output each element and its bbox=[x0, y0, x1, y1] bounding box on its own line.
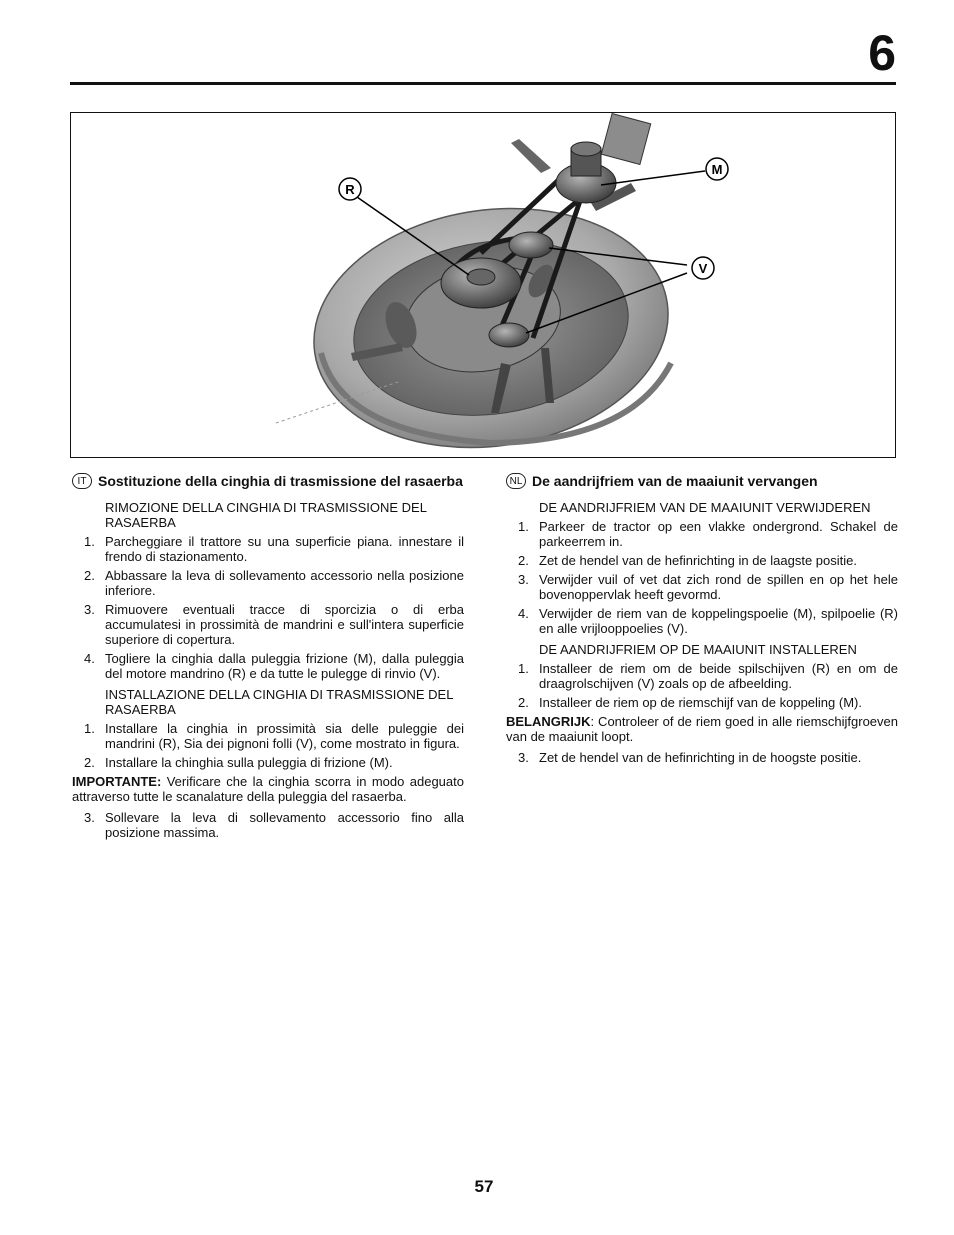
list-item: 2. Abbassare la leva di sollevamento accessorio nella posizione inferiore. bbox=[84, 568, 464, 598]
list-item: 1. Parcheggiare il trattore su una superficie piana. innestare il frendo di stazionamento. bbox=[84, 534, 464, 564]
chapter-number: 6 bbox=[868, 25, 896, 81]
lift-bracket-plate bbox=[601, 114, 651, 165]
it-language-badge: IT bbox=[72, 473, 92, 489]
list-item: 2. Installare la chinghia sulla puleggia di frizione (M). bbox=[84, 755, 393, 770]
leader-line-m bbox=[601, 171, 705, 185]
list-item: 1. Installeer de riem om de beide spilschijven (R) en om de draagrolschijven (V) zoals op de afbeelding. bbox=[518, 661, 898, 691]
nl-final-steps bbox=[506, 750, 898, 765]
header-rule bbox=[70, 82, 896, 85]
nl-title-text: De aandrijfriem van de maaiunit vervangen bbox=[532, 473, 818, 489]
nl-install-heading: DE AANDRIJFRIEM OP DE MAAIUNIT INSTALLEREN bbox=[539, 642, 857, 657]
list-item: 3. Zet de hendel van de hefinrichting in de hoogste positie. bbox=[518, 750, 862, 765]
dutch-column bbox=[506, 472, 898, 769]
list-item: 3. Rimuovere eventuali tracce di sporcizia o di erba accumulatesi in prossimità de mandrini e sull'intera superficie superiore di copertura. bbox=[84, 602, 464, 647]
mower-deck-illustration bbox=[71, 113, 896, 458]
list-item: 2. Zet de hendel van de hefinrichting in de laagste positie. bbox=[518, 553, 857, 568]
nl-important-note: BELANGRIJK: Controleer of de riem goed in alle riemschijfgroeven van de maaiunit loopt. bbox=[506, 714, 898, 744]
callout-r-label: R bbox=[345, 182, 355, 197]
list-item: 3. Verwijder vuil of vet dat zich rond de spillen en op het hele bovenoppervlak heeft gevormd. bbox=[518, 572, 898, 602]
list-item: 2. Installeer de riem op de riemschijf van de koppeling (M). bbox=[518, 695, 862, 710]
nl-section-title bbox=[506, 472, 898, 490]
list-item: 4. Togliere la cinghia dalla puleggia frizione (M), dalla puleggia del motore mandrino (R) e da tutte le pulegge di rinvio (V). bbox=[84, 651, 464, 681]
lift-bracket bbox=[511, 139, 551, 173]
idler-pulley-v bbox=[509, 232, 553, 258]
it-install-steps bbox=[72, 721, 464, 770]
nl-language-badge: NL bbox=[506, 473, 526, 489]
it-final-steps bbox=[72, 810, 464, 840]
nl-removal-heading: DE AANDRIJFRIEM VAN DE MAAIUNIT VERWIJDEREN bbox=[539, 500, 871, 515]
it-title-text: Sostituzione della cinghia di trasmissione del rasaerba bbox=[98, 473, 463, 489]
it-important-note: IMPORTANTE: Verificare che la cinghia scorra in modo adeguato attraverso tutte le scanalature della puleggia del rasaerba. bbox=[72, 774, 464, 804]
list-item: 1. Parkeer de tractor op een vlakke ondergrond. Schakel de parkeerrem in. bbox=[518, 519, 898, 549]
mower-deck-figure bbox=[70, 112, 896, 458]
spindle-pulley-r-hub bbox=[467, 269, 495, 285]
callout-m-label: M bbox=[711, 162, 723, 177]
it-removal-steps bbox=[72, 534, 464, 681]
page-number: 57 bbox=[474, 1177, 494, 1196]
it-removal-heading: RIMOZIONE DELLA CINGHIA DI TRASMISSIONE DEL RASAERBA bbox=[105, 500, 427, 530]
list-item: 3. Sollevare la leva di sollevamento accessorio fino alla posizione massima. bbox=[84, 810, 464, 840]
it-install-heading: INSTALLAZIONE DELLA CINGHIA DI TRASMISSIONE DEL RASAERBA bbox=[105, 687, 453, 717]
clutch-pulley-m-top bbox=[571, 142, 601, 156]
list-item: 4. Verwijder de riem van de koppelingspoelie (M), spilpoelie (R) en alle vrijlooppoelies (V). bbox=[518, 606, 898, 636]
list-item: 1. Installare la cinghia in prossimità sia delle puleggie dei mandrini (R), Sia dei pignoni folli (V), come mostrato in figura. bbox=[84, 721, 464, 751]
nl-install-steps bbox=[506, 661, 898, 710]
italian-column bbox=[72, 472, 464, 844]
callout-v-label: V bbox=[698, 261, 708, 276]
nl-removal-steps bbox=[506, 519, 898, 636]
it-section-title bbox=[72, 472, 464, 490]
idler-pulley-v bbox=[489, 323, 529, 347]
